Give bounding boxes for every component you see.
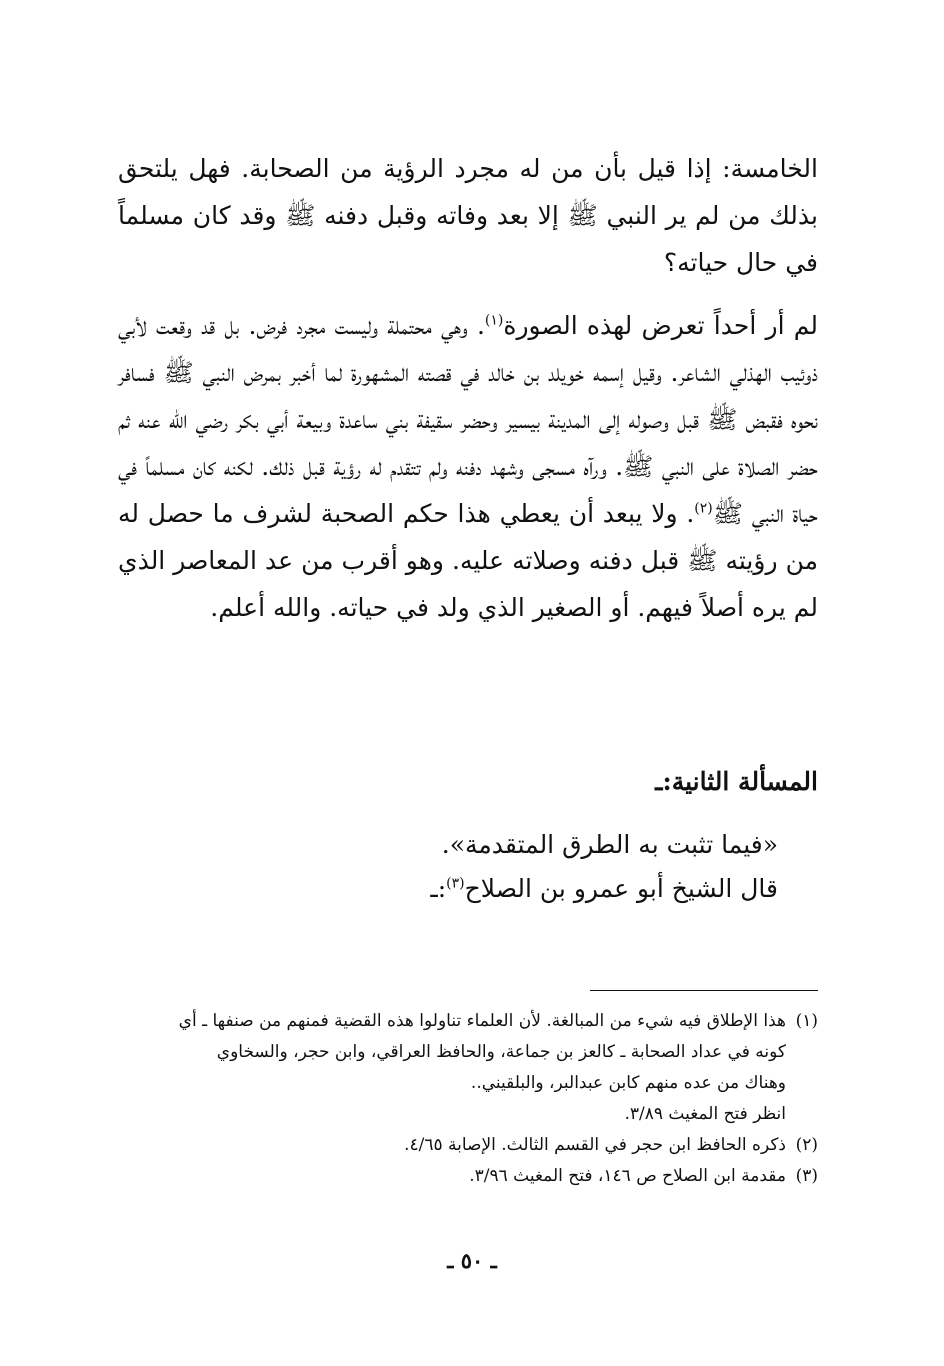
page-number: ـ ٥٠ ـ	[447, 1248, 497, 1273]
footnote-3-number: (٣)	[795, 1166, 818, 1186]
footnote-1-line-4: انظر فتح المغيث ٣/٨٩.	[624, 1104, 786, 1124]
footnote-ref-3[interactable]: (٣)	[446, 875, 465, 892]
quote-line-2-text: قال الشيخ أبو عمرو بن الصلاح	[464, 874, 778, 903]
paragraph-1	[118, 145, 818, 286]
quote-line-2	[430, 867, 778, 911]
paragraph-2-text-a: لم أر أحداً تعرض لهذه الصورة	[503, 311, 818, 340]
footnote-3	[118, 1161, 818, 1192]
footnote-ref-1[interactable]: (١)	[484, 312, 504, 329]
section-heading: المسألة الثانية:ـ	[655, 767, 818, 796]
footnote-ref-2[interactable]: (٢)	[694, 500, 713, 517]
paragraph-2	[118, 302, 818, 631]
footnote-divider	[590, 990, 818, 991]
footnotes	[118, 1006, 818, 1192]
footnote-1-number: (١)	[795, 1011, 818, 1031]
paragraph-2-text-c: . ولا يبعد أن يعطي هذا حكم الصحبة لشرف ما حصل له من رؤيته ﷺ قبل دفنه وصلاته عليه. وهو أقرب من عد المعاصر الذي لم يره أصلاً فيهم. أو الصغير الذي ولد في حياته. والله أعلم.	[118, 499, 818, 622]
footnote-2	[118, 1130, 818, 1161]
main-text	[118, 145, 818, 631]
footnote-1-line-2: كونه في عداد الصحابة ـ كالعز بن جماعة، والحافظ العراقي، وابن حجر، والسخاوي	[216, 1042, 786, 1062]
quote-line-1: «فيما تثبت به الطرق المتقدمة».	[441, 830, 778, 859]
footnote-1-line-1: هذا الإطلاق فيه شيء من المبالغة. لأن العلماء تناولوا هذه القضية فمنهم من صنفها ـ أي	[178, 1011, 786, 1031]
paragraph-1-text: الخامسة: إذا قيل بأن من له مجرد الرؤية من الصحابة. فهل يلتحق بذلك من لم ير النبي ﷺ إلا بعد وفاته وقبل دفنه ﷺ وقد كان مسلماً في حال حياته؟	[118, 154, 818, 277]
footnote-1	[118, 1006, 818, 1037]
footnote-3-text: مقدمة ابن الصلاح ص ١٤٦، فتح المغيث ٣/٩٦.	[469, 1166, 786, 1186]
quote-block	[430, 823, 778, 911]
footnote-2-text: ذكره الحافظ ابن حجر في القسم الثالث. الإصابة ٤/٦٥.	[404, 1135, 786, 1155]
footnote-2-number: (٢)	[795, 1135, 818, 1155]
paragraph-2-text-b: . وهي محتملة وليست مجرد فرض. بل قد وقعت لأبي ذوئيب الهذلي الشاعر. وقيل إسمه خويلد بن خالد في قصته المشهورة لما أخبر بمرض النبي ﷺ فسافر نحوه فقبض ﷺ قبل وصوله إلى المدينة بيسير وحضر سقيفة بني ساعدة وبيعة أبي بكر رضي الله عنه ثم حضر الصلاة على النبي ﷺ. ورآه مسجى وشهد دفنه ولم تتقدم له رؤية قبل ذلك. لكنه كان مسلماً في حياة النبي ﷺ	[118, 311, 818, 528]
footnote-1-line-3: وهناك من عده منهم كابن عبدالبر، والبلقيني..	[470, 1073, 786, 1093]
quote-line-2-end: :ـ	[430, 874, 447, 903]
